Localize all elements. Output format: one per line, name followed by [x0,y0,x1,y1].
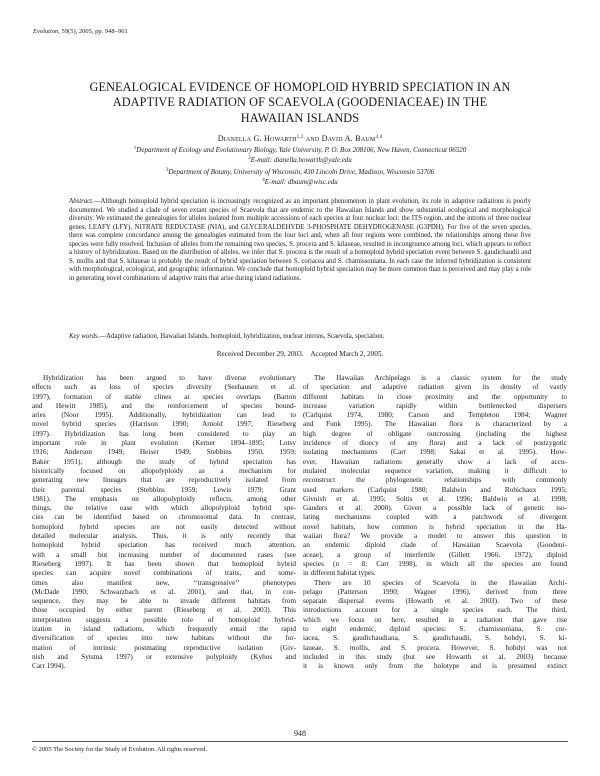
body-text-line: an endemic diploid clade of Hawaiian Scaevola (Goodeni- [303,541,567,550]
received-accepted-dates: Received December 29, 2003. Accepted March 2, 2005. [216,350,384,358]
affil-text: E-mail: dianella.howarth@yale.edu [250,156,352,164]
affil-mark: 2 [248,156,251,161]
keywords-text: —Adaptive radiation, Hawaiian Islands, homoploid, hybridization, nuclear introns, Scaevola, speciation. [99,333,385,340]
body-text-line: separate dispersal events (Howarth et al. 2003). Two of these [303,597,567,606]
body-text-line: Rieseberg 1997). It has been shown that homoploid hybrid [32,559,296,568]
body-text-line: with a small but increasing number of documented cases (see [32,550,296,559]
keywords [69,333,531,342]
body-text-line: novel hybrid species (Harrison 1990; Arnold 1997; Rieseberg [32,420,296,429]
body-text-line: Baker 1951), although the study of hybrid speciation has [32,457,296,466]
body-text-line: Ganders et al. 2000). Given a possible lack of genetic iso- [303,504,567,513]
body-text-line: homoploid hybrid speciation has received much attention, [32,541,296,550]
title-line: HAWAIIAN ISLANDS [240,110,360,125]
body-text-line: of speciation and adaptive radiation given its density of vastly [303,383,567,392]
affiliation [30,176,570,188]
body-text-line: it is known only from the holotype and is presumed extinct [303,662,567,671]
body-text-line: important role in plant evolution (Kerner 1894–1895; Lotsy [32,439,296,448]
body-text-line: aceae), a group of interfertile (Gillett 1966; 1972), diploid [303,550,567,559]
body-text-line: historically focused on allopolyploidy as a mechanism for [32,466,296,475]
body-text-line: isolating mechanisms (Carr 1998; Sakai et al. 1995). How- [303,448,567,457]
body-text-line: different habitats in close proximity and the opportunity to [303,392,567,401]
body-text-line: 1997). Hybridization has long been considered to play an [32,429,296,438]
body-text-line: which we focus on here, resulted in a radiation that gave rise [303,615,567,624]
body-text-line: ization in island radiations, which frequently entail the rapid [32,625,296,634]
body-text-line: included in this study (but see Howarth et al. 2003) because [303,652,567,661]
author-name: David A. Baum [321,134,376,143]
author-conjunction: and [305,134,320,143]
abstract-text: —Although homoploid hybrid speciation is increasingly recognized as an important phenomenon in plant evolution, its role in adaptive radiations is poorly documented. We studied a clade of seven extant species of Scaevola that are endemic to the Hawaiian Islands and show substantial ecological and morphological diversity. We estimated the genealogies for alleles isolated from multiple accessions of each species at four nuclear loci: the ITS region, and the introns of three nuclear genes, LEAFY (LFY), NITRATE REDUCTASE (NIA), and GLYCERALDEHYDE 3-PHOSPHATE DEHYDROGENASE (G3PDH). For five of the seven species, there was complete concordance among the genealogies estimated from the four loci and, when all four regions were combined, the relationships among these five species were fully resolved. Inclusion of alleles from the remaining two species, S. procera and S. kilaueae, resulted in incongruence among loci, which appears to reflect a history of hybridization. Based on the distribution of alleles, we infer that S. procera is the result of a homoploid hybrid speciation event between S. gaudichaudii and S. mollis and that S. kilaueae is probably the result of hybrid speciation between S. coriacea and S. chamissoniana. In each case the inferred hybridization is consistent with morphological, ecological, and geographic information. We conclude that homoploid hybrid speciation may be more common than is perceived and may play a role in generating novel combinations of adaptive traits that arise during island radiations. [69,198,531,282]
footnote-divider [32,741,568,742]
body-text-line: mation of intrinsic postmating reproductive isolation (Giv- [32,643,296,652]
body-text-line: waiian flora? We provide a model to answer this question in [303,532,567,541]
body-text-line: nish and Sytsma 1997) or extensive polyploidy (Kyhos and [32,652,296,661]
body-text-line: Givnish et al. 1995; Soltis et al. 1996; Baldwin et al. 1998; [303,494,567,503]
body-text-line: species can acquire novel combinations of traits, and some- [32,569,296,578]
body-text-line: ever, Hawaiian radiations generally show a lack of accu- [303,457,567,466]
body-text-line: 1981). The emphasis on allopolyploidy reflects, among other [32,494,296,503]
journal-name: Evolution, [33,28,60,35]
affil-mark: 1 [133,146,137,151]
abstract [69,198,531,283]
body-text-line: iacea, S. gaudichaudiana, S. gaudichaudii, S. hobdyi, S. ki- [303,634,567,643]
body-text-line: homoploid hybrid species are not easily detected without [32,522,296,531]
copyright-notice: © 2005 The Society for the Study of Evolution. All rights reserved. [32,746,208,753]
journal-volume-pages: 59(5), 2005, pp. 948–961 [61,28,128,35]
author-list [40,134,560,143]
body-text-line: detailed molecular analysis. Thus, it is only recently that [32,532,296,541]
body-text-line: and Hewitt 1985), and the reinforcement of species bound- [32,401,296,410]
journal-citation [33,28,128,35]
body-text-line: There are 10 species of Scaevola in the Hawaiian Archi- [314,578,567,587]
body-text-line: species (n = 8; Carr 1998), in which all the species are found [303,559,567,568]
body-text-line: interpretation suggests a possible role of homoploid hybrid- [32,615,296,624]
body-text-line: pelago (Patterson 1990; Wagner 1996), derived from three [303,587,567,596]
body-text-line: things, the relative ease with which allopolyploid hybrid spe- [32,504,296,513]
author-affil-mark: 3,4 [375,135,383,140]
body-text-line: their parental species (Stebbins 1959; Lewis 1979; Grant [32,485,296,494]
affil-text: E-mail: dbaum@wisc.edu [264,178,338,186]
body-text-line: those occupied by either parent (Rieseberg et al. 2003). This [32,606,296,615]
body-text-line: reconstruct the phylogenetic relationships with commonly [303,476,567,485]
affiliation [30,154,570,166]
body-text-line: effects such as loss of species diversity (Seehausen et al. [32,383,296,392]
body-column-right [303,374,567,672]
body-text-line: laueae, S. mollis, and S. procera. However, S. hobdyi was not [303,643,567,652]
title-line: GENEALOGICAL EVIDENCE OF HOMOPLOID HYBRID SPECIATION IN AN [89,80,511,94]
body-text-line: mulated molecular sequence variation, making it difficult to [303,466,567,475]
abstract-label: Abstract. [69,198,94,205]
author-affil-mark: 1,2 [296,135,304,140]
affil-mark: 3 [165,168,169,173]
body-text-line: 1916; Anderson 1949; Heiser 1949; Stebbins 1950, 1959; [32,448,296,457]
body-text-line: (Carlquist 1974, 1980; Carson and Templeton 1984; Wagner [303,411,567,420]
body-text-line: aries (Noor 1995). Additionally, hybridization can lead to [32,411,296,420]
body-text-line: novel habitats, how common is hybrid speciation in the Ha- [303,522,567,531]
affil-text: Department of Ecology and Evolutionary Biology, Yale University, P. O. Box 208106, New Haven, Connecticut 06520 [136,146,467,154]
body-text-line: generating new lineages that are reproductively isolated from [32,476,296,485]
body-text-line: and Funk 1995). The Hawaiian flora is characterized by a [303,420,567,429]
body-column-left [32,374,296,672]
author-name: Dianella G. Howarth [217,134,297,143]
body-text-line: sequence, they may be able to invade different habitats from [32,597,296,606]
page-number: 948 [294,729,306,738]
body-text-line: (McDade 1990; Schwarzbach et al. 2001), and that, in con- [32,587,296,596]
title-line: ADAPTIVE RADIATION OF SCAEVOLA (GOODENIACEAE) IN THE [112,95,488,110]
body-text-line: lating mechanisms coupled with a patchwork of divergent [303,513,567,522]
affil-mark: 4 [262,178,265,183]
affil-text: Department of Botany, University of Wisconsin, 430 Lincoln Drive, Madison, Wisconsin 53706 [168,168,435,176]
article-title [40,80,560,126]
body-text-line: incidence of dioecy of any flora) and a lack of postzygotic [303,439,567,448]
body-text-line: to eight endemic, diploid species: S. chamissoniana, S. cor- [303,625,567,634]
body-text-line: diversification of species into new habitats without the for- [32,634,296,643]
body-text-line: used markers (Carlquist 1980; Baldwin and Robichaux 1995; [303,485,567,494]
body-text-line: high degree of obligate outcrossing (including the highest [303,429,567,438]
body-text-line: in different habitat types. [303,569,376,578]
body-text-line: 1997), formation of stable clines at species overlaps (Barton [32,392,296,401]
body-text-line: Carr 1994). [32,662,66,671]
body-text-line: introductions account for a single species each. The third, [303,606,567,615]
body-text-line: Hybridization has been argued to have diverse evolutionary [43,374,296,382]
body-text-line: cies can be identified based on chromosomal data. In contrast, [32,513,296,522]
body-text-line: increase variation rapidly within bottlenecked dispersers [303,401,567,410]
body-text-line: The Hawaiian Archipelago is a classic system for the study [314,374,567,382]
body-text-line: times also manifest new, ‘‘transgressive’’ phenotypes [32,578,296,587]
keywords-label: Key words. [69,333,100,340]
